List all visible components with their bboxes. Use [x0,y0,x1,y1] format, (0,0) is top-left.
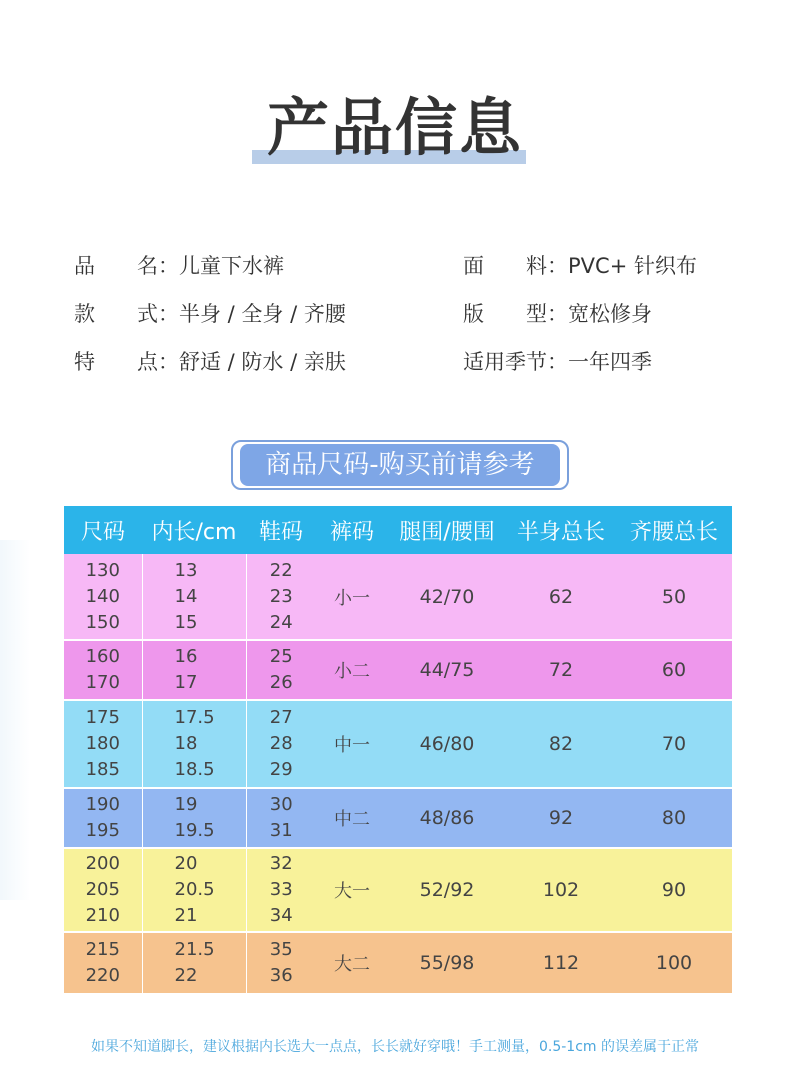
table-row [64,700,732,788]
size-value: 180 [85,733,120,754]
header-waist-length: 齐腰总长 [616,506,732,554]
table-row [64,640,732,700]
half-length-cell: 72 [506,640,616,700]
shoe-value: 36 [269,965,293,986]
shoe-value: 24 [269,611,293,633]
size-value: 140 [85,585,120,607]
shoe-cell [246,700,316,788]
header-leg-waist: 腿围/腰围 [388,506,506,554]
leg-waist-cell: 44/75 [388,640,506,700]
size-cell [64,700,142,788]
info-feature-key: 特 点： [74,350,179,374]
pant-cell: 大一 [316,848,388,932]
leg-waist-cell: 48/86 [388,788,506,848]
info-season [463,346,652,376]
inner-value: 19 [174,794,198,815]
size-cell [64,848,142,932]
table-header-row [64,506,732,554]
inner-value: 14 [174,585,198,607]
pant-cell: 中二 [316,788,388,848]
inner-cell [142,700,246,788]
half-length-cell: 112 [506,932,616,994]
size-banner: 商品尺码-购买前请参考 [240,444,560,486]
shoe-value: 32 [269,853,293,874]
inner-cell [142,848,246,932]
waist-length-cell: 70 [616,700,732,788]
inner-cell [142,640,246,700]
shoe-cell [246,554,316,640]
info-fabric [463,250,697,280]
table-row [64,788,732,848]
header-inner-length: 内长/cm [142,506,246,554]
waist-length-cell: 60 [616,640,732,700]
size-value: 205 [85,879,120,900]
shoe-value: 31 [269,820,293,841]
inner-cell [142,788,246,848]
info-fit-value: 宽松修身 [568,302,652,326]
inner-value: 17 [174,672,198,693]
inner-value: 18 [174,733,198,754]
inner-cell [142,932,246,994]
info-season-key: 适用季节： [463,350,568,374]
waist-length-cell: 80 [616,788,732,848]
header-half-length: 半身总长 [506,506,616,554]
size-value: 150 [85,611,120,633]
size-value: 170 [85,672,120,693]
pant-cell: 小二 [316,640,388,700]
table-row [64,554,732,640]
size-cell [64,640,142,700]
half-length-cell: 102 [506,848,616,932]
shoe-value: 22 [269,559,293,581]
info-name-key: 品 名： [74,254,179,278]
size-value: 190 [85,794,120,815]
leg-waist-cell: 52/92 [388,848,506,932]
size-value: 185 [85,759,120,780]
pant-cell: 小一 [316,554,388,640]
header-size: 尺码 [64,506,142,554]
leg-waist-cell: 55/98 [388,932,506,994]
size-value: 160 [85,646,120,667]
shoe-value: 34 [269,905,293,926]
info-fabric-value: PVC+ 针织布 [568,254,697,278]
info-feature-value: 舒适 / 防水 / 亲肤 [179,350,346,374]
shoe-value: 28 [269,733,293,754]
inner-value: 21 [174,905,198,926]
info-name [74,250,284,280]
half-length-cell: 62 [506,554,616,640]
info-style [74,298,346,328]
info-season-value: 一年四季 [568,350,652,374]
shoe-value: 29 [269,759,293,780]
info-fit-key: 版 型： [463,302,568,326]
size-cell [64,554,142,640]
leg-waist-cell: 42/70 [388,554,506,640]
shoe-value: 30 [269,794,293,815]
shoe-value: 33 [269,879,293,900]
size-table [64,506,732,995]
table-row [64,848,732,932]
shoe-value: 27 [269,707,293,728]
left-decor [0,540,30,900]
shoe-value: 23 [269,585,293,607]
shoe-cell [246,848,316,932]
waist-length-cell: 50 [616,554,732,640]
inner-value: 18.5 [174,759,215,780]
shoe-value: 35 [269,939,293,960]
pant-cell: 大二 [316,932,388,994]
size-value: 175 [85,707,120,728]
info-style-key: 款 式： [74,302,179,326]
inner-value: 21.5 [174,939,215,960]
inner-cell [142,554,246,640]
shoe-cell [246,788,316,848]
inner-value: 20.5 [174,879,215,900]
header-pant-size: 裤码 [316,506,388,554]
title-wrap [0,88,790,168]
info-name-value: 儿童下水裤 [179,254,284,278]
shoe-cell [246,932,316,994]
inner-value: 22 [174,965,198,986]
pant-cell: 中一 [316,700,388,788]
size-value: 195 [85,820,120,841]
shoe-cell [246,640,316,700]
footer-note: 如果不知道脚长，建议根据内长选大一点点，长长就好穿哦！手工测量，0.5-1cm 的误差属于正常 [90,1039,699,1055]
info-feature [74,346,346,376]
half-length-cell: 82 [506,700,616,788]
size-value: 200 [85,853,120,874]
table-row [64,932,732,994]
header-shoe-size: 鞋码 [246,506,316,554]
half-length-cell: 92 [506,788,616,848]
size-cell [64,788,142,848]
size-value: 130 [85,559,120,581]
waist-length-cell: 90 [616,848,732,932]
size-value: 210 [85,905,120,926]
inner-value: 19.5 [174,820,215,841]
size-cell [64,932,142,994]
leg-waist-cell: 46/80 [388,700,506,788]
size-value: 220 [85,965,120,986]
waist-length-cell: 100 [616,932,732,994]
inner-value: 13 [174,559,198,581]
info-fabric-key: 面 料： [463,254,568,278]
page-title: 产品信息 [266,91,523,164]
inner-value: 20 [174,853,198,874]
info-style-value: 半身 / 全身 / 齐腰 [179,302,346,326]
inner-value: 15 [174,611,198,633]
inner-value: 16 [174,646,198,667]
shoe-value: 25 [269,646,293,667]
shoe-value: 26 [269,672,293,693]
inner-value: 17.5 [174,707,215,728]
size-value: 215 [85,939,120,960]
info-fit [463,298,652,328]
